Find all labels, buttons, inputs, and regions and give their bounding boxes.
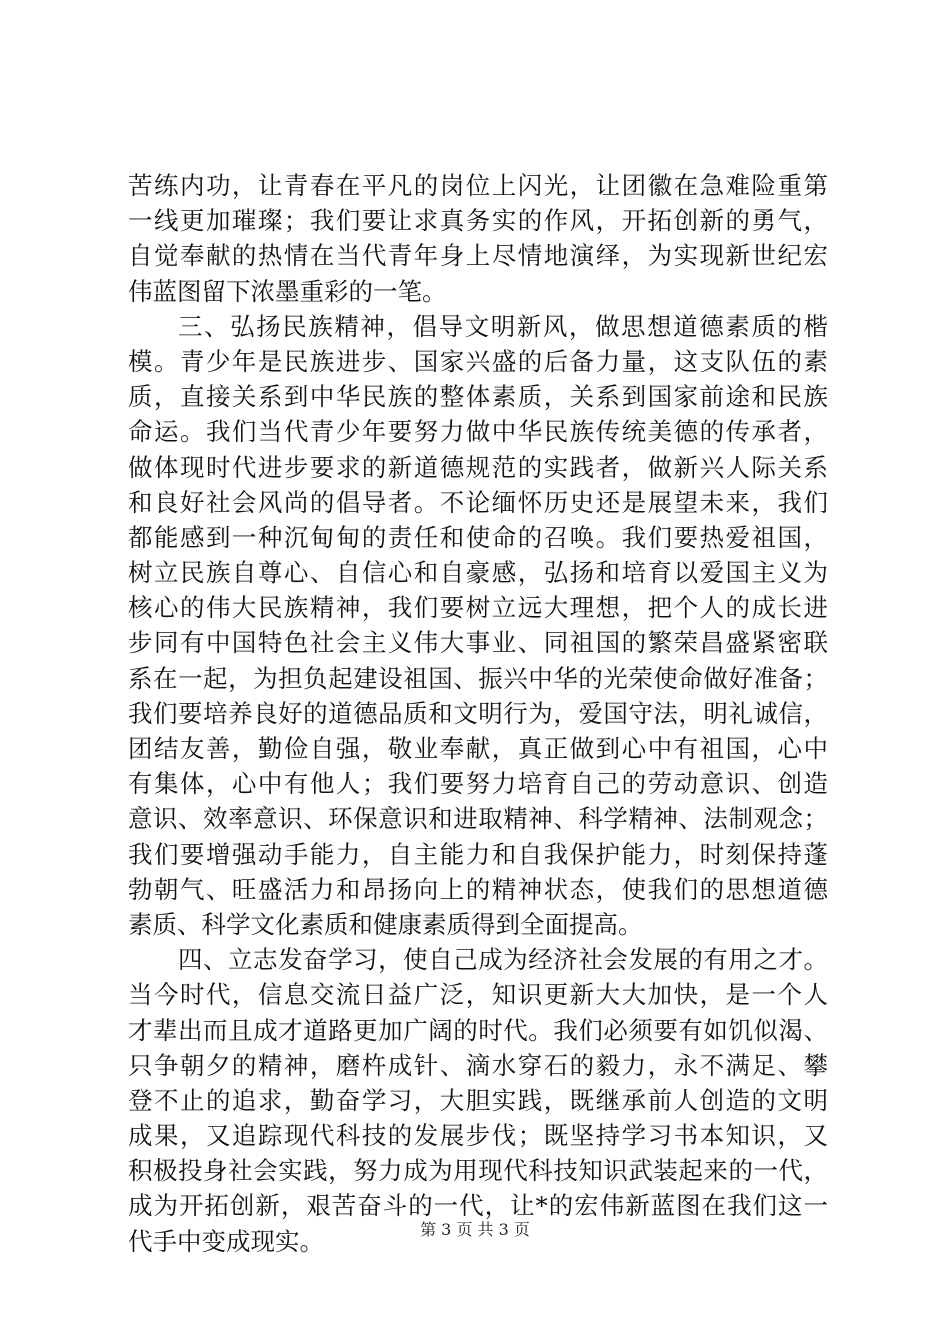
text-line: 我们要增强动手能力，自主能力和自我保护能力，时刻保持蓬 (128, 839, 828, 869)
text-line: 成为开拓创新，艰苦奋斗的一代，让*的宏伟新蓝图在我们这一 (128, 1191, 828, 1221)
text-line: 都能感到一种沉甸甸的责任和使命的召唤。我们要热爱祖国， (128, 522, 828, 552)
text-line: 一线更加璀璨；我们要让求真务实的作风，开拓创新的勇气， (128, 206, 828, 236)
text-line: 四、立志发奋学习，使自己成为经济社会发展的有用之才。 (178, 945, 828, 975)
text-line: 当今时代，信息交流日益广泛，知识更新大大加快，是一个人 (128, 980, 828, 1010)
document-body (128, 168, 828, 1259)
page-footer: 第 3 页 共 3 页 (420, 1220, 530, 1239)
text-line: 三、弘扬民族精神，倡导文明新风，做思想道德素质的楷 (178, 311, 828, 341)
text-line: 才辈出而且成才道路更加广阔的时代。我们必须要有如饥似渴、 (128, 1015, 828, 1045)
text-line: 团结友善，勤俭自强，敬业奉献，真正做到心中有祖国，心中 (128, 734, 828, 763)
text-line: 系在一起，为担负起建设祖国、振兴中华的光荣使命做好准备； (128, 663, 828, 693)
text-line: 苦练内功，让青春在平凡的岗位上闪光，让团徽在急难险重第 (128, 171, 828, 200)
text-line: 质，直接关系到中华民族的整体素质，关系到国家前途和民族 (128, 382, 828, 412)
text-line: 步同有中国特色社会主义伟大事业、同祖国的繁荣昌盛紧密联 (128, 628, 828, 658)
text-line: 登不止的追求，勤奋学习，大胆实践，既继承前人创造的文明 (128, 1085, 828, 1115)
text-line: 树立民族自尊心、自信心和自豪感，弘扬和培育以爱国主义为 (128, 558, 828, 588)
text-line: 代手中变成现实。 (128, 1226, 324, 1256)
text-line: 和良好社会风尚的倡导者。不论缅怀历史还是展望未来，我们 (128, 487, 828, 517)
text-line: 素质、科学文化素质和健康素质得到全面提高。 (128, 909, 643, 939)
text-line: 积极投身社会实践，努力成为用现代科技知识武装起来的一代， (128, 1156, 828, 1186)
text-line: 自觉奉献的热情在当代青年身上尽情地演绎，为实现新世纪宏 (128, 241, 828, 271)
text-line: 意识、效率意识、环保意识和进取精神、科学精神、法制观念； (128, 804, 828, 834)
text-line: 伟蓝图留下浓墨重彩的一笔。 (128, 276, 447, 306)
text-line: 做体现时代进步要求的新道德规范的实践者，做新兴人际关系 (128, 452, 828, 482)
text-line: 只争朝夕的精神，磨杵成针、滴水穿石的毅力，永不满足、攀 (128, 1050, 828, 1080)
text-line: 模。青少年是民族进步、国家兴盛的后备力量，这支队伍的素 (128, 346, 828, 376)
text-line: 勃朝气、旺盛活力和昂扬向上的精神状态，使我们的思想道德 (128, 874, 828, 904)
text-line: 核心的伟大民族精神，我们要树立远大理想，把个人的成长进 (128, 593, 828, 623)
text-line: 命运。我们当代青少年要努力做中华民族传统美德的传承者， (128, 417, 828, 447)
text-line: 成果，又追踪现代科技的发展步伐；既坚持学习书本知识，又 (128, 1121, 828, 1151)
text-line: 有集体，心中有他人；我们要努力培育自己的劳动意识、创造 (128, 769, 828, 799)
text-line: 我们要培养良好的道德品质和文明行为，爱国守法，明礼诚信， (128, 698, 828, 728)
